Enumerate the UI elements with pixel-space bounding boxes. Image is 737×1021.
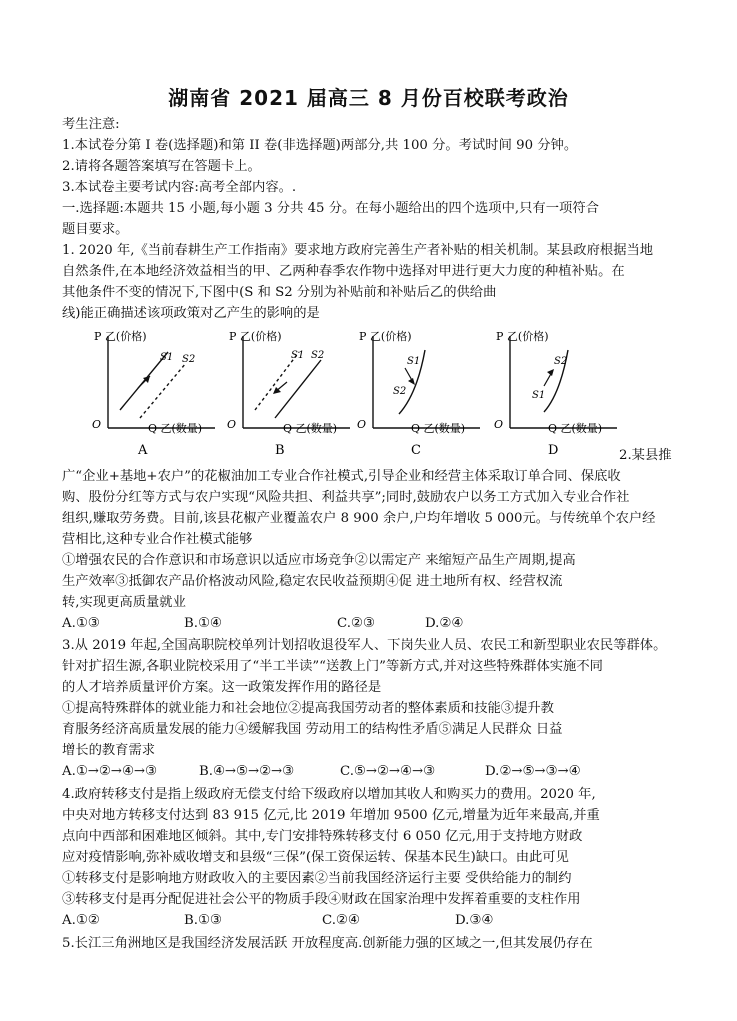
q3-text: 增长的教育需求 <box>62 743 156 758</box>
q2-option-c: C.②③ <box>337 616 375 631</box>
curve-s1-label: S1 <box>407 356 421 367</box>
page-title: 湖南省 2021 届高三 8 月份百校联考政治 <box>168 86 569 110</box>
curve-s1-label: S1 <box>532 390 546 401</box>
graph-y-label: P 乙(价格) <box>229 330 282 343</box>
q1-text: 1. 2020 年,《当前春耕生产工作指南》要求地方政府完善生产者补贴的相关机制。某县政府根据当地 <box>62 243 654 258</box>
q3-text: ①提高特殊群体的就业能力和社会地位②提高我国劳动者的整体素质和技能③提升教 <box>62 701 554 716</box>
q2-text: ①增强农民的合作意识和市场意识以适应市场竞争②以需定产 来缩短产品生产周期,提高 <box>62 553 576 568</box>
graph-origin: O <box>494 418 504 431</box>
section-heading: 一.选择题:本题共 15 小题,每小题 3 分共 45 分。在每小题给出的四个选项中,只有一项符合 <box>62 201 599 216</box>
notice-item: 2.请将各题答案填写在答题卡上。 <box>62 159 261 174</box>
q2-text: 广“企业+基地+农户”的花椒油加工专业合作社模式,引导企业和经营主体采取订单合同、保底收 <box>62 469 621 484</box>
curve-s2-label: S2 <box>554 356 568 367</box>
q3-option-d: D.②→⑤→③→④ <box>485 764 581 779</box>
curve-s2 <box>140 363 186 418</box>
q4-text: 中央对地方转移支付达到 83 915 亿元,比 2019 年增加 9500 亿元,增量为近年来最高,并重 <box>62 808 600 823</box>
graph-y-label: P 乙(价格) <box>359 330 412 343</box>
q3-option-c: C.⑤→②→④→③ <box>340 764 436 779</box>
q2-text: 营相比,这种专业合作社模式能够 <box>62 532 253 547</box>
graph-d <box>492 328 632 458</box>
graph-y-label: P 乙(价格) <box>496 330 549 343</box>
q1-text: 自然条件,在本地经济效益相当的甲、乙两种春季农作物中选择对甲进行更大力度的种植补贴。在 <box>62 264 625 279</box>
q4-option-a: A.①② <box>62 913 100 928</box>
curve-s2-label: S2 <box>311 350 325 361</box>
graph-y-label: P 乙(价格) <box>94 330 147 343</box>
graph-letter: D <box>548 443 559 458</box>
q2-text: 生产效率③抵御农产品价格波动风险,稳定农民收益预期④促 进土地所有权、经营权流 <box>62 574 563 589</box>
graph-b <box>225 328 365 458</box>
curve-s2 <box>275 360 321 418</box>
q3-text: 针对扩招生源,各职业院校采用了“半工半读”“送教上门”等新方式,并对这些特殊群体实施不同 <box>62 659 603 674</box>
q3-text: 3.从 2019 年起,全国高职院校单列计划招收退役军人、下岗失业人员、农民工和新型职业农民等群体。 <box>62 638 667 653</box>
curve-s2-label: S2 <box>182 354 196 365</box>
q3-text: 育服务经济高质量发展的能力④缓解我国 劳动用工的结构性矛盾⑤满足人民群众 日益 <box>62 722 563 737</box>
q4-text: 点向中西部和困难地区倾斜。其中,专门安排特殊转移支付 6 050 亿元,用于支持地方财政 <box>62 829 583 844</box>
q2-start: 2.某县推 <box>619 448 672 463</box>
curve-s1-label: S1 <box>291 350 305 361</box>
graph-letter: C <box>411 443 421 458</box>
q2-option-d: D.②④ <box>425 616 464 631</box>
q3-option-a: A.①→②→④→③ <box>62 764 157 779</box>
curve-s2-label: S2 <box>393 386 407 397</box>
q2-option-b: B.①④ <box>184 616 222 631</box>
graph-c <box>355 328 495 458</box>
graph-x-label: Q 乙(数量) <box>548 422 603 435</box>
q2-text: 组织,赚取劳务费。目前,该县花椒产业覆盖农户 8 900 余户,户均年增收 5 000元。与传统单个农户经 <box>62 511 656 526</box>
graph-letter: A <box>138 443 148 458</box>
graph-letter: B <box>275 443 285 458</box>
q3-text: 的人才培养质量评价方案。这一政策发挥作用的路径是 <box>62 680 382 695</box>
notice-heading: 考生注意: <box>62 117 120 132</box>
q1-text: 线)能正确描述该项政策对乙产生的影响的是 <box>62 306 320 321</box>
section-heading-cont: 题目要求。 <box>62 222 129 237</box>
q4-option-d: D.③④ <box>455 913 494 928</box>
q5-text: 5.长江三角洲地区是我国经济发展活跃 开放程度高.创新能力强的区域之一,但其发展仍存在 <box>62 936 593 951</box>
graph-origin: O <box>357 418 367 431</box>
notice-item: 1.本试卷分第 I 卷(选择题)和第 II 卷(非选择题)两部分,共 100 分。考试时间 90 分钟。 <box>62 138 578 153</box>
q4-option-b: B.①③ <box>184 913 222 928</box>
q4-text: ③转移支付是再分配促进社会公平的物质手段④财政在国家治理中发挥着重要的支柱作用 <box>62 892 581 907</box>
q3-option-b: B.④→⑤→②→③ <box>199 764 295 779</box>
notice-item: 3.本试卷主要考试内容:高考全部内容。. <box>62 180 297 195</box>
q4-text: 4.政府转移支付是指上级政府无偿支付给下级政府以增加其收人和购买力的费用。2020 年, <box>62 787 596 802</box>
q2-option-a: A.①③ <box>62 616 100 631</box>
graph-x-label: Q 乙(数量) <box>283 422 338 435</box>
curve-s1-label: S1 <box>160 352 174 363</box>
q2-text: 转,实现更高质量就业 <box>62 595 186 610</box>
q4-option-c: C.②④ <box>322 913 360 928</box>
graph-a <box>90 328 230 458</box>
graph-x-label: Q 乙(数量) <box>148 422 203 435</box>
q4-text: 应对疫情影响,弥补威收增支和县级“三保”(保工资保运转、保基本民生)缺口。由此可见 <box>62 850 569 865</box>
graph-x-label: Q 乙(数量) <box>411 422 466 435</box>
q1-text: 其他条件不变的情况下,下图中(S 和 S2 分别为补贴前和补贴后乙的供给曲 <box>62 285 497 300</box>
q4-text: ①转移支付是影响地方财政收入的主要因素②当前我国经济运行主要 受供给能力的制约 <box>62 871 572 886</box>
graph-origin: O <box>92 418 102 431</box>
q2-text: 购、股份分红等方式与农户实现“风险共担、利益共享”;同时,鼓励农户以务工方式加入专业合作社 <box>62 490 630 505</box>
graph-origin: O <box>227 418 237 431</box>
